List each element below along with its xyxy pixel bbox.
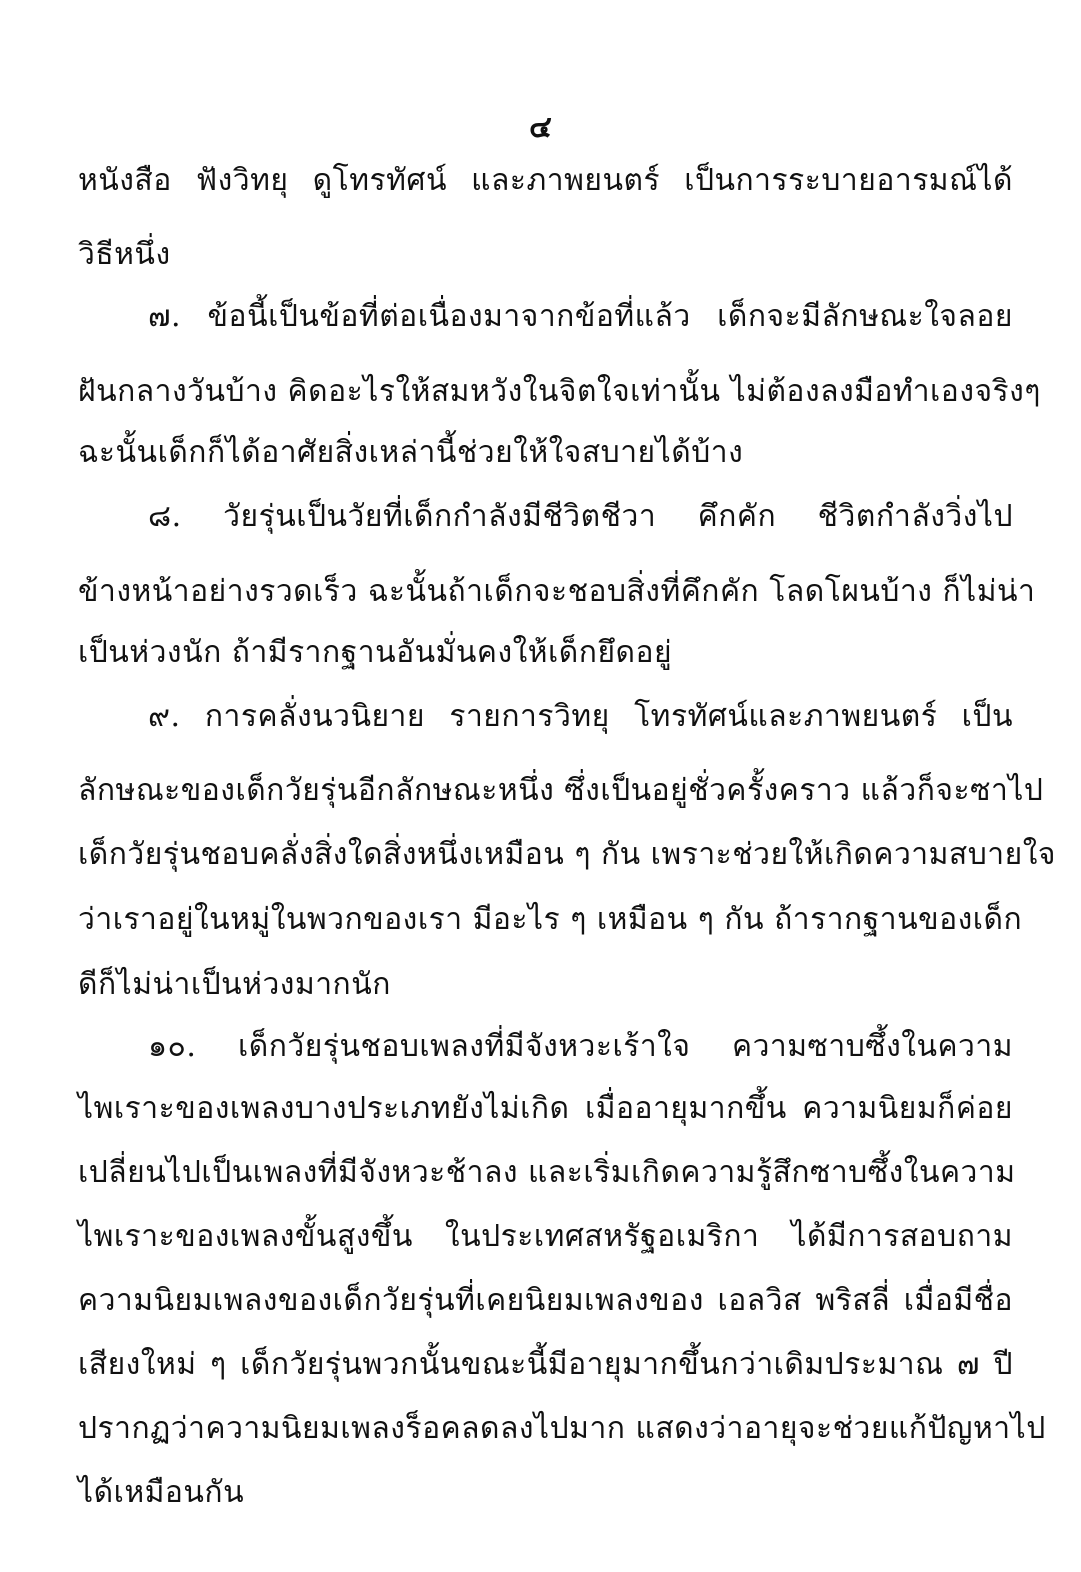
text-line: ปรากฏว่าความนิยมเพลงร็อคลดลงไปมาก แสดงว่าอายุจะช่วยแก้ปัญหาไป	[78, 1411, 1046, 1446]
text-line: ๑๐. เด็กวัยรุ่นชอบเพลงที่มีจังหวะเร้าใจ ความซาบซึ้งในความ	[148, 1029, 1013, 1064]
text-line: ความนิยมเพลงของเด็กวัยรุ่นที่เคยนิยมเพลงของ เอลวิส พริสลี่ เมื่อมีชื่อ	[78, 1283, 1013, 1318]
text-line: ไพเราะของเพลงขั้นสูงขึ้น ในประเทศสหรัฐอเมริกา ได้มีการสอบถาม	[78, 1219, 1013, 1254]
text-line: ฉะนั้นเด็กก็ได้อาศัยสิ่งเหล่านี้ช่วยให้ใจสบายได้บ้าง	[78, 435, 744, 470]
text-line: ไพเราะของเพลงบางประเภทยังไม่เกิด เมื่ออายุมากขึ้น ความนิยมก็ค่อย	[78, 1091, 1013, 1126]
text-line: เสียงใหม่ ๆ เด็กวัยรุ่นพวกนั้นขณะนี้มีอายุมากขึ้นกว่าเดิมประมาณ ๗ ปี	[78, 1347, 1013, 1382]
text-line: เป็นห่วงนัก ถ้ามีรากฐานอันมั่นคงให้เด็กยึดอยู่	[78, 635, 673, 670]
text-line: ลักษณะของเด็กวัยรุ่นอีกลักษณะหนึ่ง ซึ่งเป็นอยู่ชั่วครั้งคราว แล้วก็จะซาไป	[78, 773, 1044, 808]
text-line: ได้เหมือนกัน	[78, 1475, 245, 1510]
text-line: ๘. วัยรุ่นเป็นวัยที่เด็กกำลังมีชีวิตชีวา คึกคัก ชีวิตกำลังวิ่งไป	[148, 499, 1013, 534]
text-line: วิธีหนึ่ง	[78, 237, 171, 272]
text-line: ๗. ข้อนี้เป็นข้อที่ต่อเนื่องมาจากข้อที่แล้ว เด็กจะมีลักษณะใจลอย	[148, 299, 1013, 334]
page-number: ๔	[529, 110, 552, 145]
text-line: หนังสือ ฟังวิทยุ ดูโทรทัศน์ และภาพยนตร์ เป็นการระบายอารมณ์ได้	[78, 163, 1013, 198]
text-line: ว่าเราอยู่ในหมู่ในพวกของเรา มีอะไร ๆ เหมือน ๆ กัน ถ้ารากฐานของเด็ก	[78, 902, 1023, 937]
text-line: ๙. การคลั่งนวนิยาย รายการวิทยุ โทรทัศน์และภาพยนตร์ เป็น	[148, 699, 1013, 734]
text-line: เปลี่ยนไปเป็นเพลงที่มีจังหวะช้าลง และเริ่มเกิดความรู้สึกซาบซึ้งในความ	[78, 1155, 1016, 1190]
text-line: ข้างหน้าอย่างรวดเร็ว ฉะนั้นถ้าเด็กจะชอบสิ่งที่คึกคัก โลดโผนบ้าง ก็ไม่น่า	[78, 574, 1036, 609]
text-line: ดีก็ไม่น่าเป็นห่วงมากนัก	[78, 967, 391, 1002]
text-line: เด็กวัยรุ่นชอบคลั่งสิ่งใดสิ่งหนึ่งเหมือน ๆ กัน เพราะช่วยให้เกิดความสบายใจ	[78, 837, 1056, 872]
text-line: ฝันกลางวันบ้าง คิดอะไรให้สมหวังในจิตใจเท่านั้น ไม่ต้องลงมือทำเองจริงๆ	[78, 374, 1041, 409]
